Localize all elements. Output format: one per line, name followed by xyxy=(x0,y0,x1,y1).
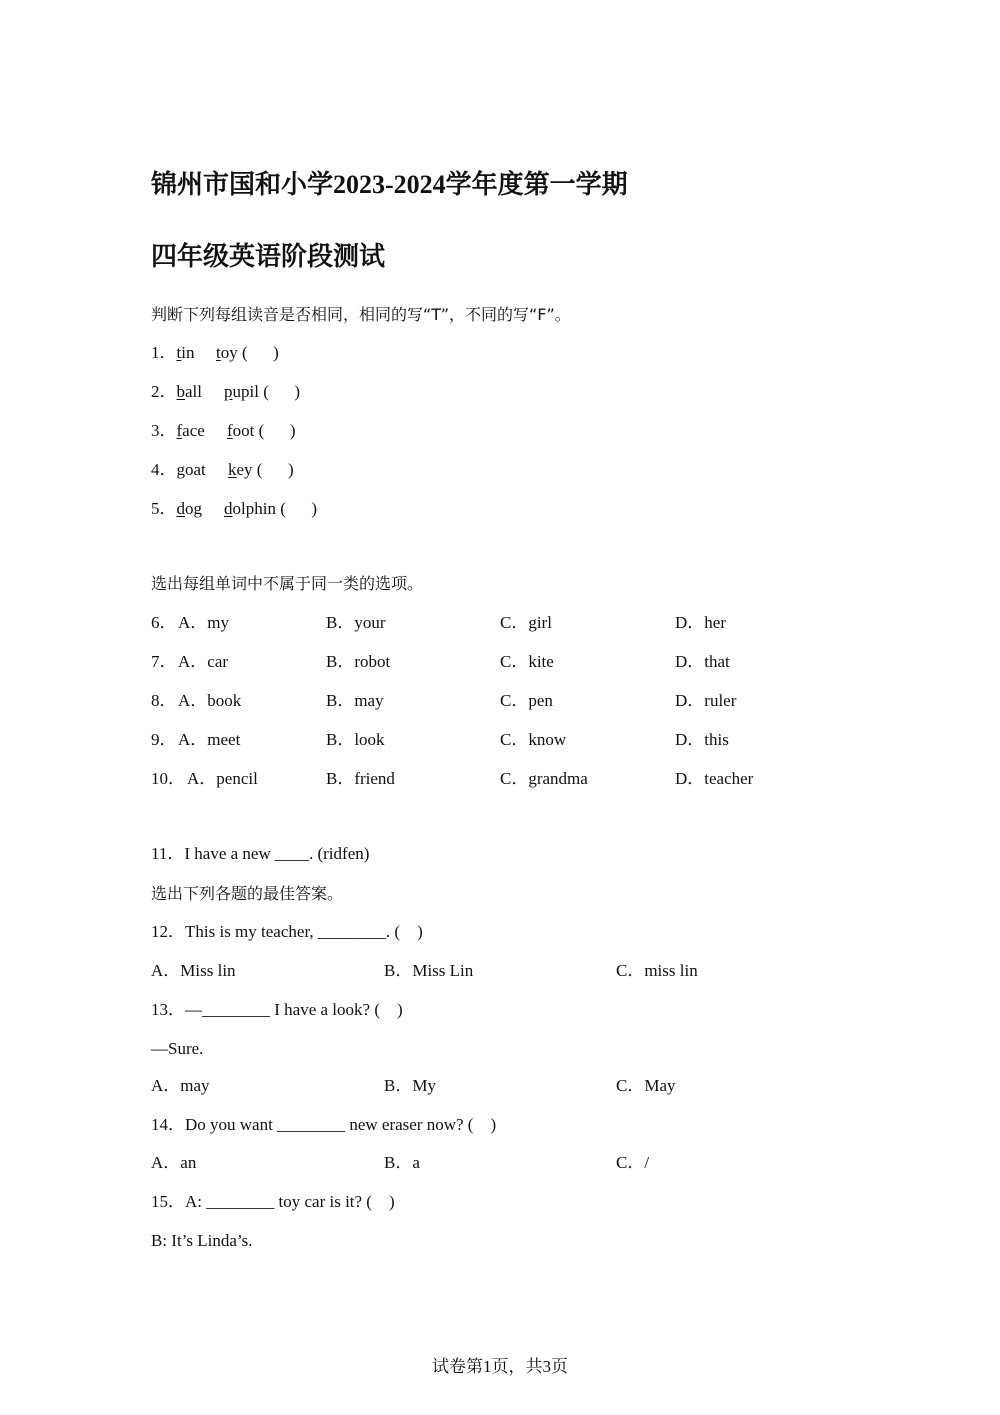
word2-rest: ey xyxy=(236,460,253,479)
question-8-option-b[interactable]: B．may xyxy=(326,691,384,710)
question-6-option-a[interactable]: A．my xyxy=(178,613,229,632)
question-4-word2 xyxy=(228,459,294,481)
word2-rest: upil xyxy=(232,382,259,401)
question-9-option-b[interactable]: B．look xyxy=(326,730,385,749)
question-9-option-d[interactable]: D．this xyxy=(675,730,729,749)
question-5 xyxy=(151,498,202,520)
question-8-question-number: 8． xyxy=(151,691,177,710)
question-12-option-b: B．Miss Lin xyxy=(384,961,474,980)
question-2 xyxy=(151,381,202,403)
question-13-reply: —Sure. xyxy=(151,1039,204,1058)
word1-underlined-letter: f xyxy=(176,421,183,440)
word2-underlined-letter: p xyxy=(224,382,233,401)
question-7-question-number: 7． xyxy=(151,652,177,671)
question-6-option-d[interactable]: D．her xyxy=(675,613,726,632)
question-10-question-number: 10． xyxy=(151,769,185,788)
question-10-option-b[interactable]: B．friend xyxy=(326,769,395,788)
question-2-word2 xyxy=(224,381,300,403)
question-3 xyxy=(151,420,205,442)
answer-blank[interactable]: ( ) xyxy=(275,499,318,518)
word2-underlined-letter: d xyxy=(224,499,233,518)
question-12-option-c: C．miss lin xyxy=(616,961,698,980)
word2-rest: oot xyxy=(232,421,255,440)
question-13-stem: 13．—________ I have a look? ( ) xyxy=(151,1000,403,1019)
question-14-stem: 14．Do you want ________ new eraser now? ( ) xyxy=(151,1115,497,1134)
question-6-option-b[interactable]: B．your xyxy=(326,613,386,632)
word2-underlined-letter: t xyxy=(216,343,221,362)
question-number: 3． xyxy=(151,421,177,440)
exam-title-line2: 四年级英语阶段测试 xyxy=(151,242,386,271)
question-number: 4． xyxy=(151,460,177,479)
section3-instruction: 选出下列各题的最佳答案。 xyxy=(151,884,344,903)
question-12-stem: 12．This is my teacher, ________. ( ) xyxy=(151,922,423,941)
word1-rest: ace xyxy=(182,421,205,440)
question-15-stem: 15．A: ________ toy car is it? ( ) xyxy=(151,1192,395,1211)
question-10-option-a[interactable]: A．pencil xyxy=(187,769,258,788)
question-15-reply: B: It’s Linda’s. xyxy=(151,1231,253,1250)
question-number: 1． xyxy=(151,343,177,362)
question-8-option-c[interactable]: C．pen xyxy=(500,691,553,710)
section1-instruction: 判断下列每组读音是否相同，相同的写“T”，不同的写“F”。 xyxy=(151,305,571,324)
answer-blank[interactable]: ( ) xyxy=(254,421,296,440)
word1-underlined-letter: d xyxy=(176,499,185,518)
question-1-word2 xyxy=(216,342,279,364)
question-8-option-d[interactable]: D．ruler xyxy=(675,691,737,710)
question-7-option-a[interactable]: A．car xyxy=(178,652,229,671)
question-13-option-b: B．My xyxy=(384,1076,436,1095)
word1-rest: og xyxy=(185,499,202,518)
question-8-option-a[interactable]: A．book xyxy=(178,691,242,710)
question-6-option-c[interactable]: C．girl xyxy=(500,613,552,632)
question-11: 11．I have a new ____. (ridfen) xyxy=(151,844,370,863)
question-12-option-a: A．Miss lin xyxy=(151,961,236,980)
question-4 xyxy=(151,459,206,481)
answer-blank[interactable]: ( ) xyxy=(252,460,294,479)
question-10-option-d[interactable]: D．teacher xyxy=(675,769,754,788)
word2-rest: oy xyxy=(220,343,238,362)
word1-rest: in xyxy=(181,343,195,362)
question-14-option-c: C．/ xyxy=(616,1153,650,1172)
question-9-question-number: 9． xyxy=(151,730,177,749)
question-10-option-c[interactable]: C．grandma xyxy=(500,769,588,788)
word2-underlined-letter: k xyxy=(228,460,237,479)
answer-blank[interactable]: ( ) xyxy=(237,343,279,362)
question-9-option-c[interactable]: C．know xyxy=(500,730,567,749)
word1-underlined-letter: b xyxy=(176,382,185,401)
question-6-question-number: 6． xyxy=(151,613,177,632)
question-7-option-d[interactable]: D．that xyxy=(675,652,730,671)
page-footer: 试卷第1页，共3页 xyxy=(432,1357,568,1376)
exam-title-line1: 锦州市国和小学2023-2024学年度第一学期 xyxy=(151,170,628,199)
question-1 xyxy=(151,342,194,364)
question-number: 2． xyxy=(151,382,177,401)
question-3-word2 xyxy=(227,420,295,442)
word1-rest: oat xyxy=(185,460,206,479)
word2-rest: olphin xyxy=(232,499,276,518)
question-14-option-b: B．a xyxy=(384,1153,420,1172)
answer-blank[interactable]: ( ) xyxy=(258,382,301,401)
word1-underlined-letter: t xyxy=(176,343,182,362)
question-number: 5． xyxy=(151,499,177,518)
question-9-option-a[interactable]: A．meet xyxy=(178,730,241,749)
question-13-option-a: A．may xyxy=(151,1076,210,1095)
section2-instruction: 选出每组单词中不属于同一类的选项。 xyxy=(151,574,424,593)
question-7-option-b[interactable]: B．robot xyxy=(326,652,391,671)
word1-underlined-letter: g xyxy=(176,460,185,479)
question-5-word2 xyxy=(224,498,317,520)
question-14-option-a: A．an xyxy=(151,1153,197,1172)
question-7-option-c[interactable]: C．kite xyxy=(500,652,554,671)
word1-rest: all xyxy=(185,382,202,401)
word2-underlined-letter: f xyxy=(227,421,233,440)
question-13-option-c: C．May xyxy=(616,1076,676,1095)
